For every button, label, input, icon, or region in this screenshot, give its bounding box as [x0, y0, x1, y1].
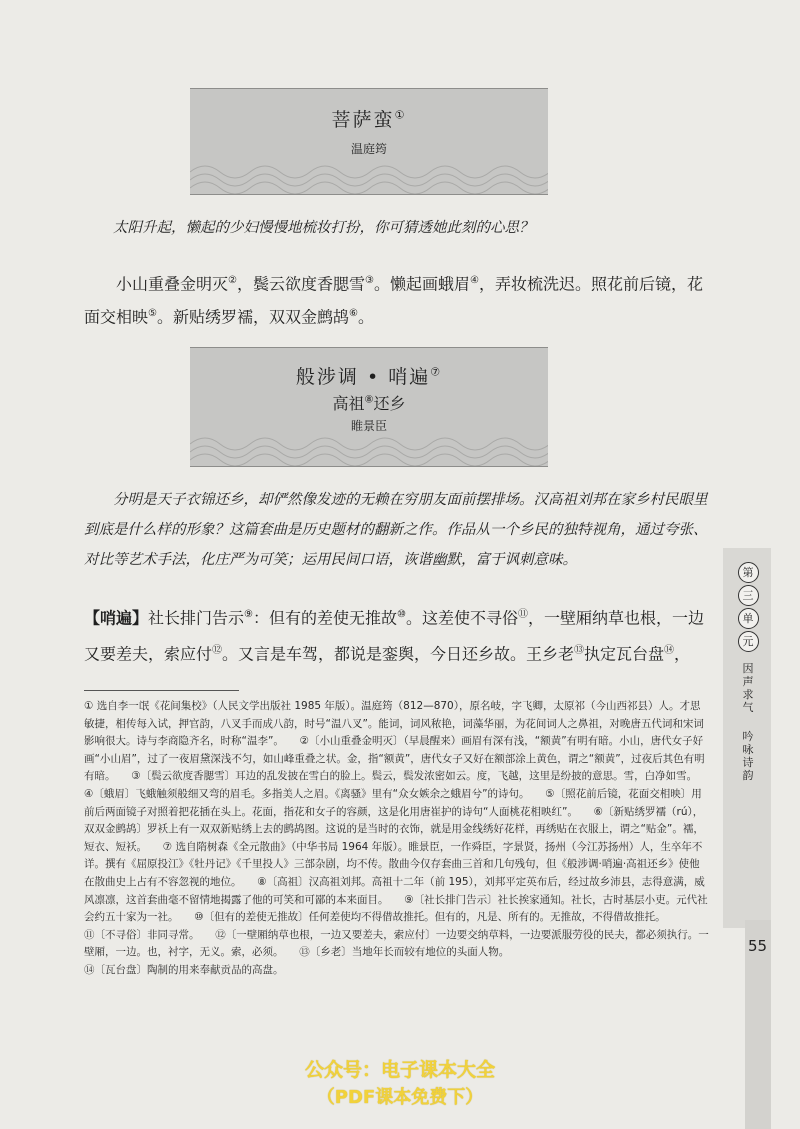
wave-pattern-decoration — [190, 160, 548, 194]
footnote-block: ⑪〔不寻俗〕非同寻常。 ⑫〔一壁厢纳草也根，一边又要差夫，索应付〕一边要交纳草料，一边要派服劳役的民夫，都必须执行。一壁厢，一边。也，衬字，无义。索，必须。 ⑬〔乡老〕当地年长而较有地位的头面人物。 — [84, 928, 709, 959]
poem-author: 温庭筠 — [350, 142, 387, 156]
intro-text-gaozu: 分明是天子衣锦还乡，却俨然像发迹的无赖在穷朋友面前摆排场。汉高祖刘邦在家乡村民眼里到底是什么样的形象？这篇套曲是历史题材的翻新之作。作品从一个乡民的独特视角，通过夸张、对比等艺术手法，化庄严为可笑；运用民间口语，诙谐幽默，富于讽刺意味。 — [84, 492, 708, 568]
footnote-block: ⑭〔瓦台盘〕陶制的用来奉献贡品的高盘。 — [84, 963, 284, 976]
title-box-pusaman — [190, 88, 548, 195]
poem-body-pusaman: 小山重叠金明灭②，鬓云欲度香腮雪③。懒起画蛾眉④，弄妆梳洗迟。照花前后镜，花面交相映⑤。新贴绣罗襦，双双金鹧鸪⑥。 — [84, 274, 703, 327]
footnote-divider — [84, 690, 239, 691]
watermark-line2: （PDF课本免费下） — [316, 1087, 484, 1108]
unit-theme-text: 因声求气 — [742, 662, 754, 714]
unit-char-circle: 三 — [738, 585, 759, 606]
unit-theme-subtext: 吟咏诗韵 — [742, 730, 754, 782]
footnote-block: ① 选自李一氓《花间集校》（人民文学出版社 1985 年版）。温庭筠（812—870），原名岐，字飞卿，太原祁（今山西祁县）人。才思敏捷，相传每入试，押官韵，八叉手而成八韵，时号“温八叉”。能词，词风秾艳，词藻华丽，为花间词人之鼻祖，对晚唐五代词和宋词影响很大。诗与李商隐齐名，时称“温李”。 ②〔小山重叠金明灭〕（早晨醒来）画眉有深有浅，“额黄”有明有暗。小山，唐代女子好画“小山眉”，过了一夜眉黛深浅不匀，如山峰重叠之状。金，指“额黄”，唐代女子又好在额部涂上黄色，谓之“额黄”，过夜后其色有明有暗。 ③〔鬓云欲度香腮雪〕耳边的乱发披在雪白的脸上。鬓云，鬓发浓密如云。度，飞越，这里是纷披的意思。雪，白净如雪。 ④〔蛾眉〕飞蛾触须般细又弯的眉毛。多指美人之眉。《离骚》里有“众女嫉余之蛾眉兮”的诗句。 ⑤〔照花前后镜，花面交相映〕用前后两面镜子对照着把花插在头上。花面，指花和女子的容颜，这是化用唐崔护的诗句“人面桃花相映红”。 ⑥〔新贴绣罗襦（rú），双双金鹧鸪〕罗袄上有一双双新贴绣上去的鹧鸪图。这说的是当时的衣饰，就是用金线绣好花样，再绣贴在衣服上，谓之“贴金”。襦，短衣、短袄。 ⑦ 选自隋树森《全元散曲》（中华书局 1964 年版）。睢景臣，一作舜臣，字景贤，扬州（今江苏扬州）人，生卒年不详。撰有《屈原投江》《牡丹记》《千里投人》三部杂剧，均不传。散曲今仅存套曲三首和几句残句，但《般涉调·哨遍·高祖还乡》使他在散曲史上占有不容忽视的地位。 ⑧〔高祖〕汉高祖刘邦。高祖十二年（前 195），刘邦平定英布后，经过故乡沛县，志得意满，威风凛凛，这首套曲毫不留情地揭露了他的可笑和可鄙的本来面目。 ⑨〔社长排门告示〕社长挨家通知。社长，古时基层小吏。元代社会约五十家为一社。 ⑩〔但有的差使无推故〕任何差使均不得借故推托。但有的，凡是、所有的。无推故，不得借故推托。 — [84, 700, 713, 924]
title-box-gaozu-huanxiang — [190, 347, 548, 467]
qu-title: 般涉调 • 哨遍⑦ — [295, 365, 443, 388]
unit-side-tab — [731, 560, 765, 782]
unit-char-circle: 第 — [738, 562, 759, 583]
qu-author: 睢景臣 — [350, 419, 387, 433]
qu-subtitle: 高祖⑧还乡 — [332, 394, 406, 413]
unit-char-circle: 元 — [738, 631, 759, 652]
unit-char-circle: 单 — [738, 608, 759, 629]
footnotes — [84, 698, 713, 980]
watermark-line1: 公众号：电子课本大全 — [304, 1059, 495, 1081]
wave-pattern-decoration — [190, 432, 548, 466]
page-number: 55 — [748, 937, 768, 955]
qu-body-shaobian: 【哨遍】社长排门告示⑨：但有的差使无推故⑩。这差使不寻俗⑪，一壁厢纳草也根，一边又要差夫，索应付⑫。又言是车驾，都说是銮舆，今日还乡故。王乡老⑬执定瓦台盘⑭， — [84, 608, 705, 664]
intro-text-pusaman: 太阳升起，懒起的少妇慢慢地梳妆打扮，你可猜透她此刻的心思？ — [113, 220, 534, 236]
poem-title: 菩萨蛮① — [331, 108, 407, 131]
